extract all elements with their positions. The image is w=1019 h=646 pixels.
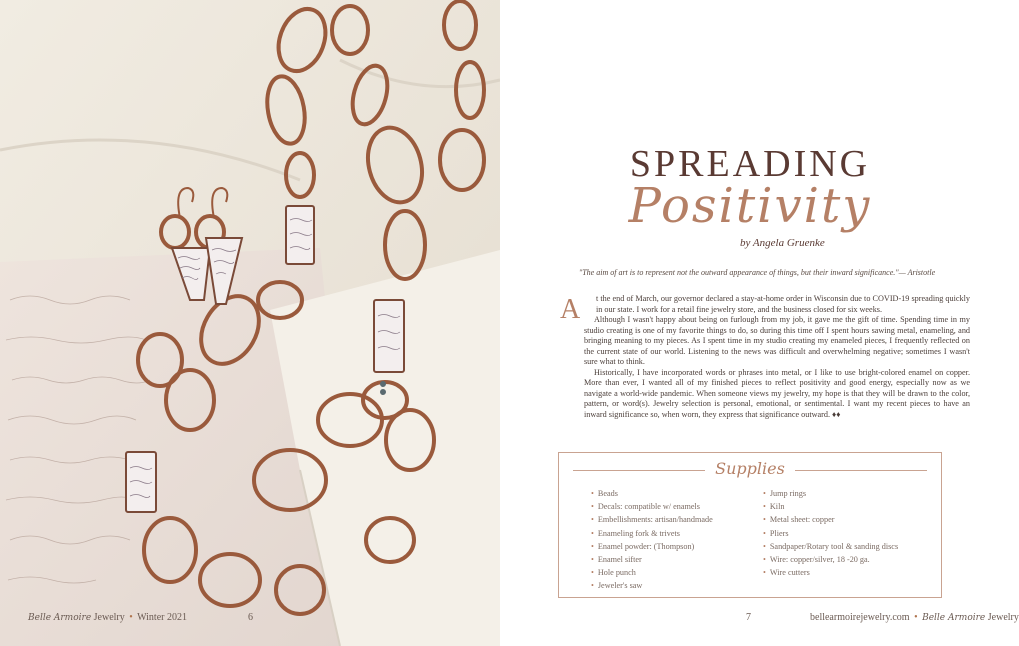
supplies-divider-right [795,470,927,471]
supply-item: • Kiln [763,500,898,513]
photo-illustration [0,0,500,646]
supply-item: • Embellishments: artisan/handmade [591,513,713,526]
supplies-box [558,452,942,598]
supply-item: • Decals: compatible w/ enamels [591,500,713,513]
supply-item: • Metal sheet: copper [763,513,898,526]
footer-brand-suffix: Jewelry [987,612,1019,623]
supply-item: • Hole punch [591,566,713,579]
article-body [584,294,970,420]
article-title-line1: SPREADING [629,143,871,185]
footer-website-link: bellearmoirejewelry.com [810,612,910,623]
footer-brand-logo: Belle Armoire [922,613,986,623]
supply-item: • Jump rings [763,487,898,500]
supply-item: • Wire cutters [763,566,898,579]
left-footer [28,612,187,623]
footer-issue: Winter 2021 [137,612,187,623]
article-quote: "The aim of art is to represent not the outward appearance of things, but their inward significance."— Aristotle [578,268,936,277]
supply-item: • Wire: copper/silver, 18 -20 ga. [763,553,898,566]
supplies-heading: Supplies [715,459,785,478]
drop-cap: A [560,294,581,325]
supply-item: • Enamel sifter [591,553,713,566]
jewelry-photo [0,0,500,646]
article-page [500,0,1019,646]
page-number-right: 7 [746,612,751,623]
article-paragraph: Historically, I have incorporated words or phrases into metal, or I like to use bright-colored enamel on copper. More than ever, I wanted all of my finished pieces to reflect positivity and good energy, especially now as we navigate a world-wide pandemic. When someone views my jewelry, my hope is that they will be drawn to the color, pattern, or word(s). Jewelry selection is personal, emotional, or sentimental. I want my recent pieces to have an inward significance so, when worn, they express that significance outward. ♦♦ [584,367,970,419]
article-title-line2: Positivity [628,178,872,234]
supply-item: • Sandpaper/Rotary tool & sanding discs [763,540,898,553]
footer-brand-logo: Belle Armoire [28,613,92,623]
article-paragraph: Although I wasn't happy about being on furlough from my job, it gave me the gift of time. Spending time in my studio creating is one of my favorite things to do, so during this time off I spent hours sawing metal, enameling, and bringing meaning to my pieces. As I spent time in my studio creating my enameled pieces, I frequently reflected on the current state of our world. Listening to the news was difficult and overwhelming negative; sometimes I wasn't sure what to think. [584,315,970,366]
supplies-list-left [591,487,713,593]
supplies-list-right [763,487,898,579]
supply-item: • Enameling fork & trivets [591,527,713,540]
page-number-left: 6 [248,612,253,623]
footer-brand-suffix: Jewelry [93,612,125,623]
supply-item: • Enamel powder: (Thompson) [591,540,713,553]
article-byline: by Angela Gruenke [740,237,825,249]
footer-separator: • [129,612,133,623]
right-footer [810,612,1019,623]
supply-item: • Beads [591,487,713,500]
supply-item: • Pliers [763,527,898,540]
supply-item: • Jeweler's saw [591,579,713,592]
article-paragraph: t the end of March, our governor declared a stay-at-home order in Wisconsin due to COVID-19 spreading quickly in our state. I work for a retail fine jewelry store, and the business closed for six weeks. [596,294,970,314]
footer-separator: • [914,612,918,623]
